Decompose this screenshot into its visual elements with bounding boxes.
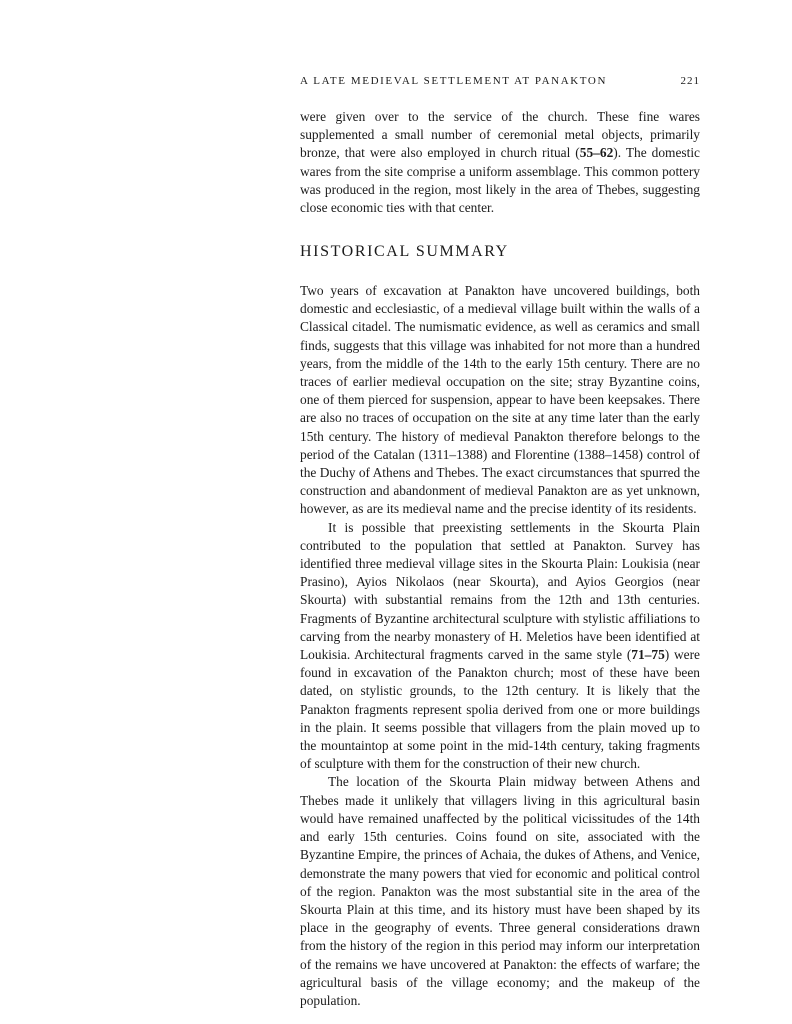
- paragraph-2-text-start: It is possible that preexisting settlements in the Skourta Plain contributed to the population that settled at Panakton. Survey has identified three medieval village sites in the Skourta Plain: Loukisia (near Prasino), Ayios Nikolaos (near Skourta), and Ayios Georgios (near Skourta) with substantial remains from the 12th and 13th centuries. Fragments of Byzantine architectural sculpture with stylistic affiliations to carving from the nearby monastery of H. Meletios have been identified at Loukisia. Architectural fragments carved in the same style (: [300, 519, 700, 663]
- section-body: [300, 282, 700, 1010]
- running-head: [300, 75, 700, 87]
- intro-text-start: were given over to the service of the church. These fine wares supplemented a small number of ceremonial metal objects, primarily bronze, that were also employed in church ritual (: [300, 109, 700, 161]
- catalog-reference: 55–62: [579, 145, 614, 161]
- body-paragraph-1: Two years of excavation at Panakton have uncovered buildings, both domestic and ecclesiastic, of a medieval village built within the walls of a Classical citadel. The numismatic evidence, as well as ceramics and small finds, suggests that this village was inhabited for not more than a hundred years, from the middle of the 14th to the early 15th century. There are no traces of earlier medieval occupation on the site; stray Byzantine coins, one of them pierced for suspension, appear to have been keepsakes. There are also no traces of occupation on the site at any time later than the early 15th century. The history of medieval Panakton therefore belongs to the period of the Catalan (1311–1388) and Florentine (1388–1458) control of the Duchy of Athens and Thebes. The exact circumstances that spurred the construction and abandonment of medieval Panakton are as yet unknown, however, as are its medieval name and the precise identity of its residents.: [300, 283, 700, 517]
- intro-paragraph: [300, 108, 700, 217]
- body-paragraph-3: The location of the Skourta Plain midway between Athens and Thebes made it unlikely that villagers living in this agricultural basin would have remained unaffected by the political vicissitudes of the 14th and early 15th centuries. Coins found on site, associated with the Byzantine Empire, the princes of Achaia, the dukes of Athens, and Venice, demonstrate the many powers that vied for economic and political control of the region. Panakton was the most substantial site in the area of the Skourta Plain at this time, and its history must have been shaped by its place in the geography of events. Three general considerations drawn from the history of the region in this period may inform our interpretation of the remains we have uncovered at Panakton: the effects of warfare; the agricultural basis of the village economy; and the makeup of the population.: [300, 774, 700, 1008]
- running-head-title: A LATE MEDIEVAL SETTLEMENT AT PANAKTON: [300, 75, 607, 87]
- section-heading: HISTORICAL SUMMARY: [300, 243, 509, 260]
- paragraph-2-text-end: ) were found in excavation of the Panakton church; most of these have been dated, on stylistic grounds, to the 12th century. It is likely that the Panakton fragments represent spolia derived from one or more buildings in the plain. It seems possible that villagers from the plain moved up to the mountaintop at some point in the mid-14th century, taking fragments of sculpture with them for the construction of their new church.: [300, 647, 700, 772]
- body-paragraph-2: [300, 519, 700, 774]
- catalog-reference: 71–75: [631, 647, 665, 663]
- intro-text-end: ). The domestic wares from the site comprise a uniform assemblage. This common pottery was produced in the region, most likely in the area of Thebes, suggesting close economic ties with that center.: [300, 145, 700, 216]
- page-number: 221: [680, 75, 700, 87]
- intro-text-block: [300, 108, 700, 217]
